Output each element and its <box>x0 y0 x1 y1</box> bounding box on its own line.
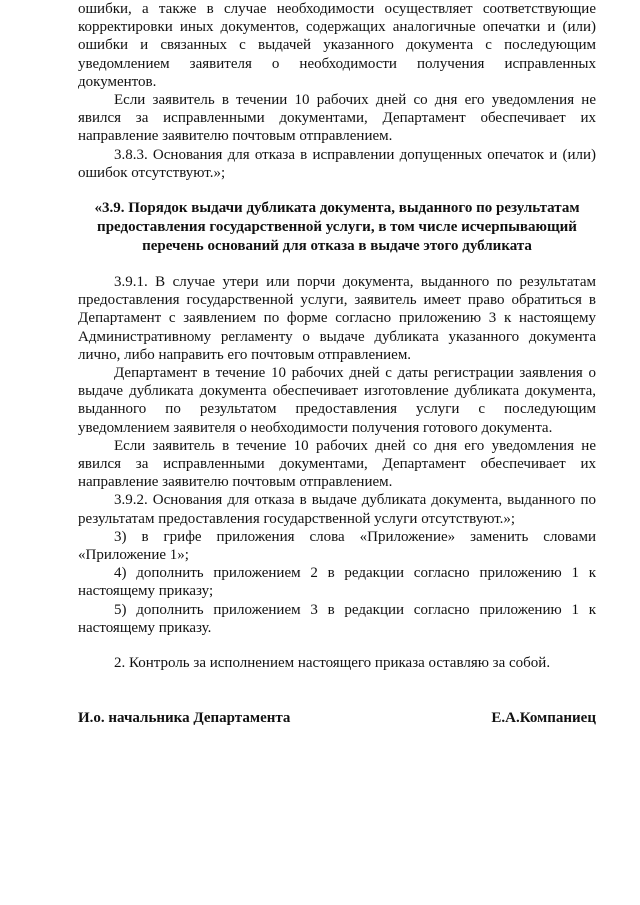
spacer <box>78 672 596 709</box>
paragraph-control: 2. Контроль за исполнением настоящего приказа оставляю за собой. <box>114 655 551 672</box>
document-page <box>78 0 596 728</box>
signatory-name: Е.А.Компаниец <box>491 710 596 727</box>
paragraph-corrections-continued: ошибки, а также в случае необходимости осуществляет соответствующие корректировки иных документов, содержащих аналогичные опечатки и (или) ошибки и связанных с выдачей указанного документа с последующим уведомлением заявителя о необходимости получения исправленных документов. <box>78 1 596 90</box>
paragraph-3-8-3: 3.8.3. Основания для отказа в исправлении допущенных опечаток и (или) ошибок отсутствуют.»; <box>78 146 596 181</box>
spacer <box>78 182 596 199</box>
paragraph-item-5: 5) дополнить приложением 3 в редакции согласно приложению 1 к настоящему приказу. <box>78 601 596 636</box>
paragraph-3-9-2: 3.9.2. Основания для отказа в выдаче дубликата документа, выданного по результатам предоставления государственной услуги отсутствуют.»; <box>78 492 596 527</box>
signature-block <box>78 709 596 727</box>
paragraph-duplicate-delivery: Если заявитель в течение 10 рабочих дней со дня его уведомления не явился за исправленными документами, Департамент обеспечивает их направление заявителю почтовым отправлением. <box>78 437 596 491</box>
spacer <box>78 637 596 654</box>
spacer <box>78 256 596 273</box>
paragraph-3-9-1: 3.9.1. В случае утери или порчи документа, выданного по результатам предоставления государственной услуги, заявитель имеет право обратиться в Департамент с заявлением по форме согласно приложению 3 к настоящему Административному регламенту о выдаче дубликата указанного документа лично, либо направить его почтовым отправлением. <box>78 274 596 363</box>
signatory-position: И.о. начальника Департамента <box>78 710 291 727</box>
section-heading-3-9: «3.9. Порядок выдачи дубликата документа, выданного по результатам предоставления государственной услуги, в том числе исчерпывающий перечень оснований для отказа в выдаче этого дубликата <box>94 200 580 255</box>
paragraph-duplicate-issuance: Департамент в течение 10 рабочих дней с даты регистрации заявления о выдаче дубликата документа обеспечивает изготовление дубликата документа, выданного по результатом предоставления услуги с последующим уведомлением заявителя о необходимости получения готового документа. <box>78 365 596 436</box>
paragraph-item-4: 4) дополнить приложением 2 в редакции согласно приложению 1 к настоящему приказу; <box>78 565 596 600</box>
paragraph-corrected-docs-delivery: Если заявитель в течении 10 рабочих дней со дня его уведомления не явился за исправленными документами, Департамент обеспечивает их направление заявителю почтовым отправлением. <box>78 92 596 145</box>
paragraph-item-3: 3) в грифе приложения слова «Приложение» заменить словами «Приложение 1»; <box>78 528 596 564</box>
